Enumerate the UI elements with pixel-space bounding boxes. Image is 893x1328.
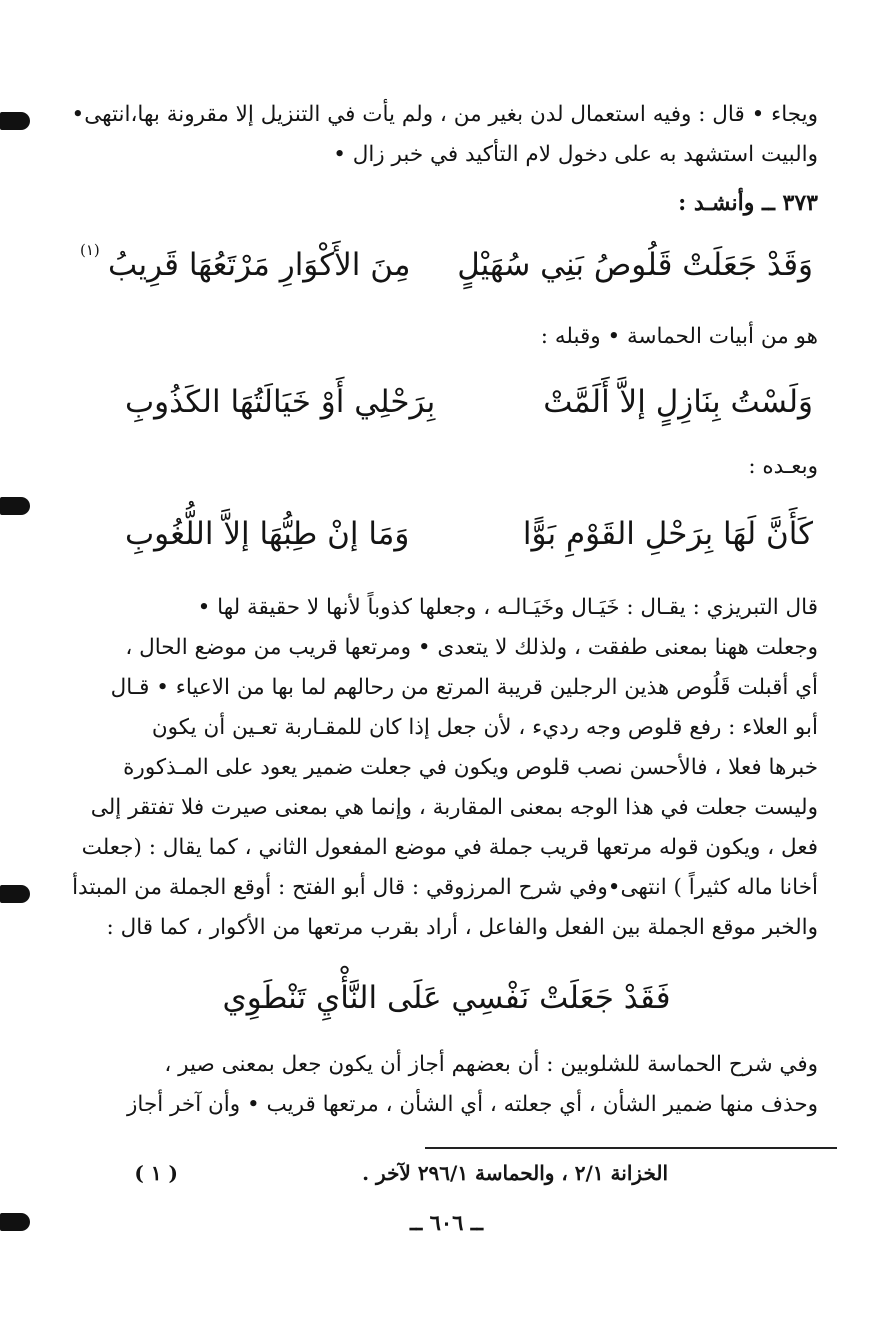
quoted-verse: فَقَدْ جَعَلَتْ نَفْسِي عَلَى النَّأْيِ تَنْطَوِي bbox=[222, 980, 671, 1016]
commentary-line-1: قال التبريزي : يقـال : خَيَـال وخَيَـالـه ، وجعلها كذوباً لأنها لا حقيقة لها • bbox=[197, 595, 818, 620]
intro-after-verse: وبعـده : bbox=[748, 454, 818, 479]
verse-after-first-hemistich: كَأَنَّ لَهَا بِرَحْلِ القَوْمِ بَوًّا bbox=[522, 516, 813, 552]
commentary-line-4: أبو العلاء : رفع قلوص وجه رديء ، لأن جعل إذا كان للمقـاربة تعـين أن يكون bbox=[151, 715, 818, 740]
verse-after-second-hemistich: وَمَا إنْ طِبُّهَا إلاَّ اللُّغُوبِ bbox=[125, 516, 410, 552]
footnote-number: ( ١ ) bbox=[134, 1161, 178, 1185]
binding-mark-top bbox=[0, 112, 30, 130]
intro-line-1: ويجاء • قال : وفيه استعمال لدن بغير من ، ولم يأت في التنزيل إلا مقرونة بها،انتهى• bbox=[71, 102, 818, 127]
commentary-line-9: والخبر موقع الجملة بين الفعل والفاعل ، أراد بقرب مرتعها من الأكوار ، كما قال : bbox=[106, 915, 818, 940]
verse-before-second-hemistich: بِرَحْلِي أَوْ خَيَالَتُهَا الكَذُوبِ bbox=[125, 384, 436, 420]
footnote-divider bbox=[425, 1147, 837, 1149]
intro-line-2: والبيت استشهد به على دخول لام التأكيد في خبر زال • bbox=[333, 142, 818, 167]
footnote-reference: (١) bbox=[80, 241, 100, 259]
section-heading: ٣٧٣ ــ وأنشـد : bbox=[678, 190, 818, 216]
binding-mark-lower-middle bbox=[0, 885, 30, 903]
commentary-line-6: وليست جعلت في هذا الوجه بمعنى المقاربة ، وإنما هي بمعنى صيرت فلا تفتقر إلى bbox=[90, 795, 818, 820]
footnote-text: الخزانة ٢/١ ، والحماسة ٢٩٦/١ لآخر . bbox=[362, 1161, 668, 1185]
binding-mark-upper-middle bbox=[0, 497, 30, 515]
verse-main-first-hemistich: وَقَدْ جَعَلَتْ قَلُوصُ بَنِي سُهَيْلٍ bbox=[457, 247, 813, 283]
commentary-line-5: خبرها فعلا ، فالأحسن نصب قلوص ويكون في جعلت ضمير يعود على المـذكورة bbox=[123, 755, 818, 780]
page-number: ــ ٦٠٦ ــ bbox=[409, 1210, 484, 1235]
verse-before-first-hemistich: وَلَسْتُ بِنَازِلٍ إلاَّ أَلَمَّتْ bbox=[543, 384, 813, 420]
closing-line-2: وحذف منها ضمير الشأن ، أي جعلته ، أي الشأن ، مرتعها قريب • وأن آخر أجاز bbox=[127, 1092, 818, 1117]
closing-line-1: وفي شرح الحماسة للشلوبين : أن بعضهم أجاز أن يكون جعل بمعنى صير ، bbox=[164, 1052, 818, 1077]
commentary-line-8: أخانا ماله كثيراً ) انتهى•وفي شرح المرزوقي : قال أبو الفتح : أوقع الجملة من المبتدأ bbox=[72, 875, 818, 900]
commentary-line-3: أي أقبلت قَلُوص هذين الرجلين قريبة المرتع من رحالهم لما بها من الاعياء • قـال bbox=[110, 675, 818, 700]
intro-before-verse: هو من أبيات الحماسة • وقبله : bbox=[540, 324, 818, 349]
commentary-line-2: وجعلت ههنا بمعنى طفقت ، ولذلك لا يتعدى • ومرتعها قريب من موضع الحال ، bbox=[125, 635, 818, 660]
verse-main-second-hemistich: مِنَ الأَكْوَارِ مَرْتَعُهَا قَرِيبُ bbox=[108, 247, 411, 283]
commentary-line-7: فعل ، ويكون قوله مرتعها قريب جملة في موضع المفعول الثاني ، كما يقال : (جعلت bbox=[81, 835, 818, 860]
